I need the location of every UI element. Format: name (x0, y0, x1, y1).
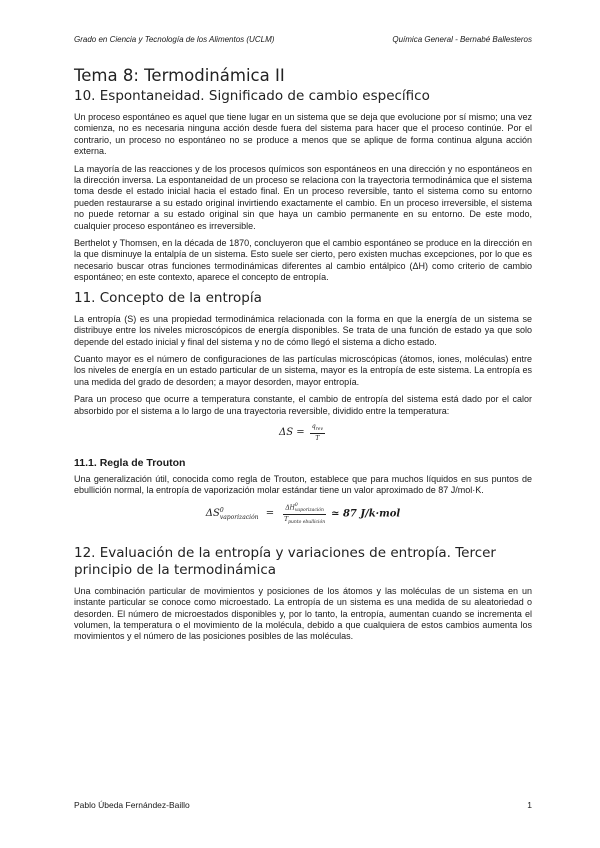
numerator-subscript: vaporización (294, 507, 324, 513)
section-11-1-paragraph: Una generalización útil, conocida como regla de Trouton, establece que para muchos líquidos en sus puntos de ebullición normal, la entropía de vaporización molar estándar tiene un valor aproximado de 87 J/mol·K. (74, 473, 532, 496)
section-10-heading: 10. Espontaneidad. Significado de cambio específico (74, 88, 430, 104)
lhs-symbol: ΔS (205, 508, 220, 520)
trouton-lhs (206, 508, 259, 519)
equation-lhs: ΔS = (278, 427, 305, 439)
trouton-denominator (283, 515, 326, 525)
document-body (74, 66, 532, 649)
trouton-equals: = (265, 508, 275, 520)
entropy-equation (74, 423, 532, 447)
section-12-heading: 12. Evaluación de la entropía y variaciones de entropía. Tercer principio de la termodinámica (74, 544, 496, 578)
section-10-paragraph: La mayoría de las reacciones y de los procesos químicos son espontáneos en una dirección y no espontáneos en la dirección inversa. La espontaneidad de un proceso se relaciona con la trayectoria termodinámica que el sistema toma desde el estado inicial hacia el estado final. En un proceso reversible, tanto el sistema como su entorno pueden restaurarse a su estado original invirtiendo exactamente el cambio. En un proceso irreversible, el sistema no puede retornar a su estado original sin que haya un cambio permanente en su entorno. De este modo, cualquier proceso espontáneo es irreversible. (74, 163, 532, 231)
section-11-heading: 11. Concepto de la entropía (74, 289, 262, 306)
lhs-superscript: 0 (219, 506, 224, 514)
numerator-subscript: rev (315, 427, 324, 433)
trouton-equation (74, 503, 532, 535)
section-10-paragraph: Un proceso espontáneo es aquel que tiene lugar en un sistema que se deja que evolucione por sí mismo; una vez comienza, no es necesaria ninguna acción desde fuera del sistema para hacer que el proceso continúe. Por el contrario, un proceso no espontáneo no se produce a menos que se aplique de forma continua alguna acción externa. (74, 112, 532, 157)
denominator-subscript: punto ebullición (288, 519, 326, 525)
numerator-symbol: q (311, 422, 316, 430)
header-degree: Grado en Ciencia y Tecnología de los Alimentos (UCLM) (74, 35, 275, 44)
trouton-numerator (283, 503, 326, 515)
numerator-superscript: 0 (294, 502, 298, 508)
page-footer (74, 800, 532, 810)
section-11-paragraph: Cuanto mayor es el número de configuraciones de las partículas microscópicas (átomos, iones, moléculas) entre los niveles de energía en un estado particular de un sistema, mayor es la entropía de este sistema. La entropía es una medida del grado de desorden; a mayor desorden, mayor entropía. (74, 353, 532, 387)
footer-author: Pablo Úbeda Fernández-Baillo (74, 800, 190, 810)
section-11-1-heading: 11.1. Regla de Trouton (74, 456, 186, 469)
page-header (74, 35, 532, 44)
section-11-paragraph: Para un proceso que ocurre a temperatura constante, el cambio de entropía del sistema está dado por el calor absorbido por el sistema a lo largo de una trayectoria reversible, dividido entre la temperatura: (74, 394, 532, 416)
denominator-symbol: T (284, 515, 289, 523)
trouton-value: ≃ 87 J/k·mol (331, 508, 401, 520)
section-10-paragraph: Berthelot y Thomsen, en la década de 1870, concluyeron que el cambio espontáneo se produce en la dirección en la que disminuye la entalpía de un sistema. Esto suele ser cierto, pero existen muchas excepciones, por lo que es necesario buscar otras funciones termodinámicas diferentes al cambio entálpico (ΔH) como criterio de cambio espontáneo; en este contexto, aparece el concepto de entropía. (74, 238, 532, 283)
header-course: Química General - Bernabé Ballesteros (392, 35, 532, 44)
document-title: Tema 8: Termodinámica II (74, 66, 285, 85)
equation-fraction (310, 423, 325, 442)
equation-numerator (310, 423, 325, 434)
page-number: 1 (527, 800, 532, 810)
numerator-symbol: ΔH (285, 504, 295, 512)
section-12-paragraph: Una combinación particular de movimientos y posiciones de los átomos y las moléculas de un sistema en un instante particular se conoce como microestado. La entropía de un sistema es una medida de su aleatoriedad o desorden. El número de microestados disponibles y, por lo tanto, la entropía, aumentan cuando se incrementa el volumen, la temperatura o el movimiento de la molécula, debido a que cualquiera de estos cambios aumenta los movimientos y el número de las posiciones posibles de las moléculas. (74, 585, 532, 642)
equation-denominator: T (315, 435, 320, 443)
lhs-subscript: vaporización (219, 513, 259, 521)
trouton-fraction (283, 503, 326, 525)
section-11-paragraph: La entropía (S) es una propiedad termodinámica relacionada con la forma en que la energía de un sistema se distribuye entre los niveles microscópicos de energía disponibles. Se trata de una función de estado ya que solo depende del estado inicial y final del sistema y no de cómo llegó el sistema a dicho estado. (74, 313, 532, 347)
